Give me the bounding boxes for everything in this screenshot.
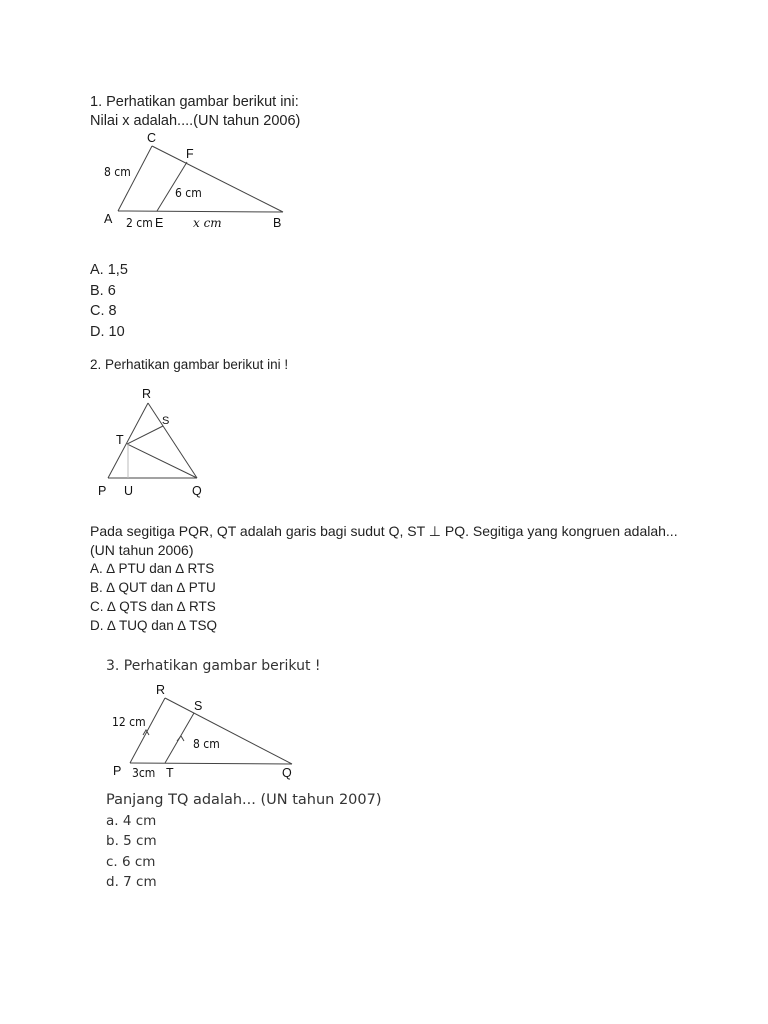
q1-option-c: C. 8 xyxy=(90,303,117,319)
q3-option-d: d. 7 cm xyxy=(106,873,157,890)
q3-label-pt: 3cm xyxy=(132,766,156,780)
q1-label-a: A xyxy=(104,212,113,226)
q3-label-ts: 8 cm xyxy=(193,737,220,751)
q1-label-eb: x cm xyxy=(193,216,222,230)
q2-option-b: B. ∆ QUT dan ∆ PTU xyxy=(90,580,216,595)
q2-option-d: D. ∆ TUQ dan ∆ TSQ xyxy=(90,618,218,633)
q1-label-ef: 6 cm xyxy=(175,186,202,200)
q1-label-ae: 2 cm xyxy=(126,216,153,230)
q2-label-q: Q xyxy=(192,484,202,498)
q1-option-b: B. 6 xyxy=(90,282,116,299)
q1-label-b: B xyxy=(273,216,282,230)
q3-option-a: a. 4 cm xyxy=(106,813,157,829)
q1-option-d: D. 10 xyxy=(90,323,125,340)
q2-option-c: C. ∆ QTS dan ∆ RTS xyxy=(90,599,216,614)
q3-title: 3. Perhatikan gambar berikut ! xyxy=(106,658,321,674)
q2-label-u: U xyxy=(124,484,134,498)
q2-label-t: T xyxy=(116,433,124,447)
q3-label-pr: 12 cm xyxy=(112,715,146,729)
q1-title: 1. Perhatikan gambar berikut ini: xyxy=(90,94,299,110)
q3-label-r: R xyxy=(156,683,166,697)
q2-title: 2. Perhatikan gambar berikut ini ! xyxy=(90,357,289,372)
q2-label-r: R xyxy=(142,387,152,401)
q2-question: Pada segitiga PQR, QT adalah garis bagi sudut Q, ST ⊥ PQ. Segitiga yang kongruen adalah... xyxy=(90,523,678,539)
q3-option-b: b. 5 cm xyxy=(106,833,157,850)
q1-option-a: A. 1,5 xyxy=(90,262,128,278)
q3-option-c: c. 6 cm xyxy=(106,853,156,870)
q3-label-s: S xyxy=(194,699,203,713)
q3-options xyxy=(106,811,157,892)
q3-label-t: T xyxy=(166,766,174,780)
q2-option-a: A. ∆ PTU dan ∆ RTS xyxy=(90,561,215,576)
q3-label-q: Q xyxy=(282,766,292,780)
q2-label-s: S xyxy=(162,415,170,427)
q1-subtitle: Nilai x adalah....(UN tahun 2006) xyxy=(90,113,301,129)
q1-label-f: F xyxy=(186,147,194,161)
q3-label-p: P xyxy=(113,764,122,778)
q2-source: (UN tahun 2006) xyxy=(90,542,194,558)
q1-label-e: E xyxy=(155,216,164,230)
q1-label-c: C xyxy=(147,131,157,145)
q2-label-p: P xyxy=(98,484,107,498)
q1-label-ac: 8 cm xyxy=(104,165,131,179)
q3-question: Panjang TQ adalah... (UN tahun 2007) xyxy=(106,792,382,808)
